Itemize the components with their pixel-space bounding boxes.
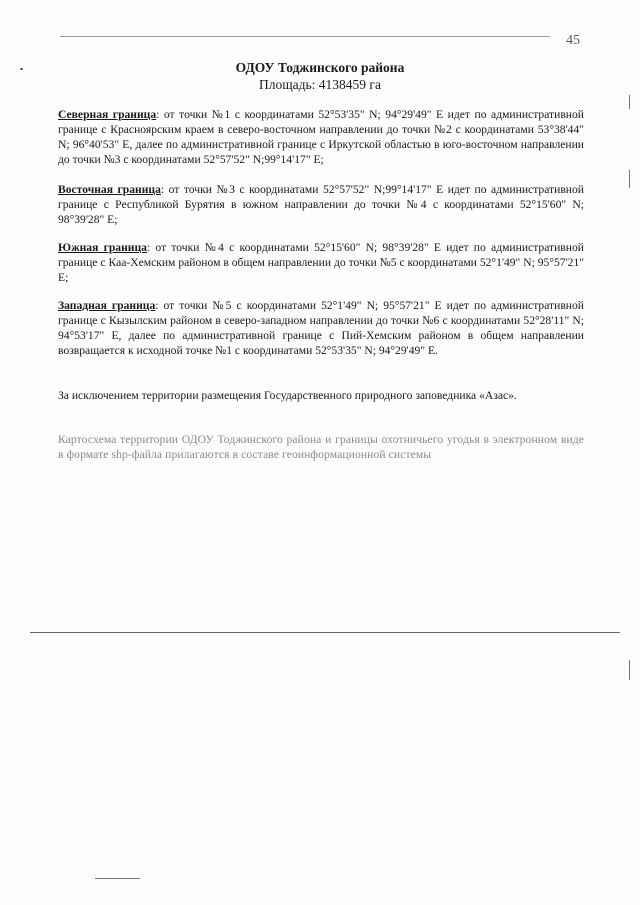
scan-artifact-mid-line	[30, 632, 620, 633]
scan-artifact-top-line	[60, 36, 550, 37]
south-boundary-label: Южная граница	[58, 241, 147, 254]
exclusion-note: За исключением территории размещения Государственного природного заповедника «Азас».	[58, 389, 517, 402]
east-boundary-label: Восточная граница	[58, 183, 161, 196]
scan-artifact-bottom-line	[95, 878, 140, 879]
north-boundary-label: Северная граница	[58, 108, 157, 121]
north-boundary-paragraph	[58, 107, 584, 167]
west-boundary-text: : от точки №5 с координатами 52°1'49" N; 95°57'21" E идет по административной границе с Кызылским районом в северо-западном направлении до точки №6 с координатами 52°28'11" N; 94°53'17" E, далее по административной границе с Пий-Хемским районом в общем направлении возвращается к исходной точке №1 с координатами 52°53'35" N; 94°29'49" E.	[58, 299, 584, 357]
east-boundary-paragraph	[58, 182, 584, 227]
west-boundary-label: Западная граница	[58, 299, 156, 312]
south-boundary-text: : от точки №4 с координатами 52°15'60" N; 98°39'28" E идет по административной границе с Каа-Хемским районом в общем направлении до точки №5 с координатами 52°1'49" N; 95°57'21" E;	[58, 241, 584, 284]
scan-speck	[629, 660, 630, 680]
west-boundary-paragraph	[58, 298, 584, 358]
scan-speck	[629, 170, 630, 188]
south-boundary-paragraph	[58, 240, 584, 285]
scan-speck	[629, 95, 630, 109]
east-boundary-text: : от точки №3 с координатами 52°57'52" N;99°14'17" E идет по административной границе с Республикой Бурятия в южном направлении до точки №4 с координатами 52°15'60" N; 98°39'28" E;	[58, 183, 585, 226]
document-title: ОДОУ Тоджинского района	[235, 60, 405, 75]
area-line: Площадь: 4138459 га	[259, 77, 381, 92]
north-boundary-text: : от точки №1 с координатами 52°53'35" N; 94°29'49" E идет по административной границе с Красноярским краем в северо-восточном направлении до точки №2 с координатами 53°38'44" N; 96°40'53" E, далее по административной границе с Иркутской областью в юго-восточном направлении до точки №3 с координатами 52°57'52" N;99°14'17" E;	[58, 108, 584, 166]
map-attachment-note: Картосхема территории ОДОУ Тоджинского района и границы охотничьего угодья в электронном виде в формате shp-файла прилагаются в составе геоинформационной системы	[58, 433, 584, 461]
page-number: 45	[566, 33, 580, 48]
